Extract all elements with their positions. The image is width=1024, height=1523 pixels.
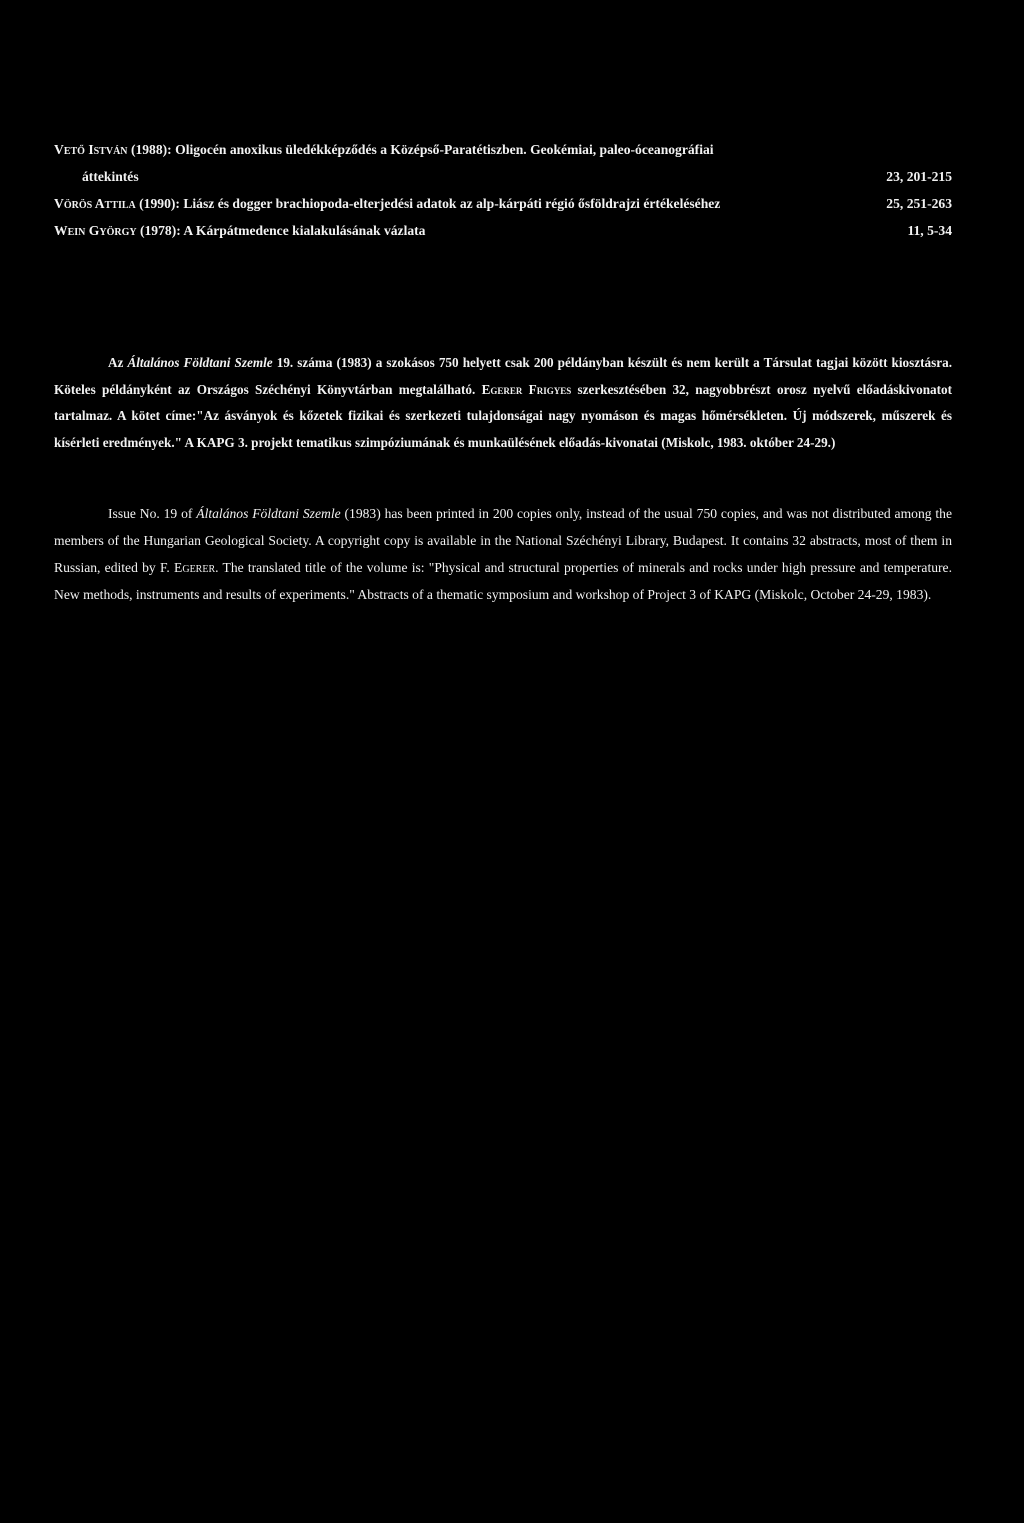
reference-author: Vető István: [54, 142, 128, 157]
note-text: szerkesztésében 32, nagyobbrészt orosz nyelvű előadáskivonatot tartalmaz. A kötet címe:"Az ásványok és kőzetek fizikai és szerkezeti tulajdonságai nagy nyomáson és magas hőmérsékleten. Új módszerek, műszerek és kísérleti eredmények." A KAPG 3. projekt tematikus szimpóziumának és munkaülésének előadás-kivonatai (Miskolc, 1983. október 24-29.): [54, 381, 952, 450]
reference-line: [54, 163, 952, 190]
reference-author: Wein György: [54, 223, 137, 238]
editor-name: Egerer Frigyes: [481, 381, 572, 397]
reference-line: [54, 136, 952, 163]
reference-title: Liász és dogger brachiopoda-elterjedési adatok az alp-kárpáti régió ősföldrajzi értékeléséhez: [183, 196, 721, 211]
reference-title-continued: áttekintés: [82, 169, 139, 184]
reference-entry: [54, 190, 952, 217]
reference-year: (1990):: [139, 196, 180, 211]
reference-pages: 25, 251-263: [886, 196, 952, 211]
editor-name: Egerer.: [174, 559, 219, 575]
note-text: (1983) has been printed in 200 copies only, instead of the usual 750 copies, and was not distributed among the members of the Hungarian Geological Society. A copyright copy is available in the National Széchényi Library, Budapest. It contains 32 abstracts, most of them in Russian, edited by F.: [54, 505, 952, 575]
journal-title: Általános Földtani Szemle: [127, 355, 273, 371]
reference-pages: 11, 5-34: [907, 223, 952, 238]
journal-title: Általános Földtani Szemle: [196, 505, 341, 521]
reference-text: [54, 217, 895, 244]
note-text: The translated title of the volume is: "Physical and structural properties of minerals and rocks under high pressure and temperature. New methods, instruments and results of experiments." Abstracts of a thematic symposium and workshop of Project 3 of KAPG (Miskolc, October 24-29, 1983).: [54, 559, 952, 602]
note-text: 19. száma (1983) a szokásos 750 helyett csak 200 példányban készült és nem került a Társulat tagjai között kiosztásra. Köteles példányként az Országos Széchényi Könyvtárban megtalálható.: [54, 355, 952, 397]
note-text: Issue No. 19 of: [108, 505, 193, 521]
reference-author: Vörös Attila: [54, 196, 136, 211]
reference-title: A Kárpátmedence kialakulásának vázlata: [183, 223, 426, 238]
note-hungarian: Az Általános Földtani Szemle 19. száma (1983) a szokásos 750 helyett csak 200 példányban készült és nem került a Társulat tagjai között kiosztásra. Köteles példányként az Országos Széchényi Könyvtárban megtalálható. Egerer Frigyes szerkesztésében 32, nagyobbrészt orosz nyelvű előadáskivonatot tartalmaz. A kötet címe:"Az ásványok és kőzetek fizikai és szerkezeti tulajdonságai nagy nyomáson és magas hőmérsékleten. Új módszerek, műszerek és kísérleti eredmények." A KAPG 3. projekt tematikus szimpóziumának és munkaülésének előadás-kivonatai (Miskolc, 1983. október 24-29.): [54, 355, 952, 450]
reference-title: Oligocén anoxikus üledékképződés a Középső-Paratétiszben. Geokémiai, paleo-óceanográfiai: [175, 142, 714, 157]
reference-list: [54, 136, 952, 244]
reference-entry: [54, 136, 952, 190]
reference-text: [54, 136, 952, 163]
note-english: [54, 500, 952, 608]
reference-pages: 23, 201-215: [886, 169, 952, 184]
reference-text: [54, 190, 874, 217]
reference-entry: [54, 217, 952, 244]
reference-year: (1988):: [130, 142, 172, 157]
reference-year: (1978):: [139, 223, 181, 238]
